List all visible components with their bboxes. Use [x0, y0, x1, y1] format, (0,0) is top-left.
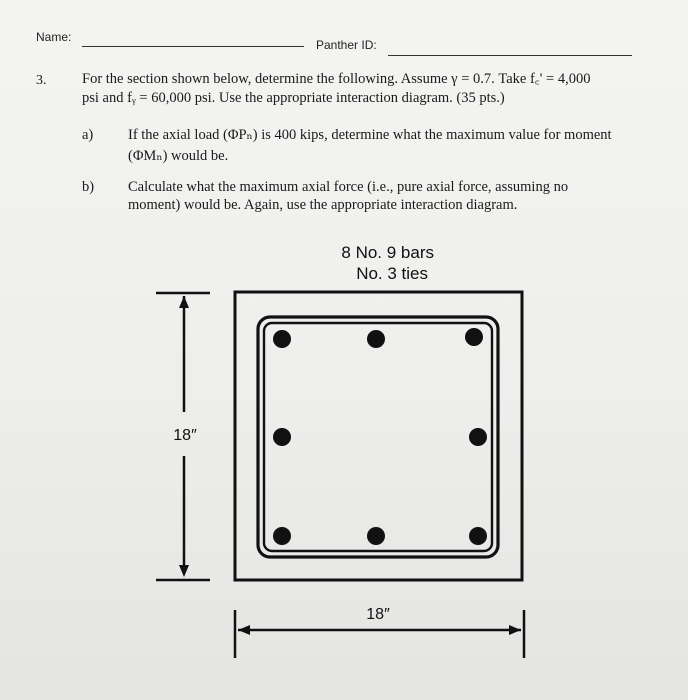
rebar-mid-right — [469, 428, 487, 446]
tie-inner-line — [264, 323, 492, 551]
part-b-line-2: moment) would be. Again, use the appropriate interaction diagram. — [128, 197, 518, 213]
ties-label: No. 3 ties — [356, 264, 428, 283]
height-dimension-label: 18″ — [173, 427, 197, 444]
name-label: Name: — [36, 30, 72, 44]
panther-id-label: Panther ID: — [316, 38, 377, 52]
part-a-line-1: If the axial load (ΦPₙ) is 400 kips, determine what the maximum value for moment — [128, 127, 612, 143]
rebar-top-middle — [367, 330, 385, 348]
part-b-label: b) — [82, 179, 95, 195]
rebar-bottom-middle — [367, 527, 385, 545]
part-b-line-1: Calculate what the maximum axial force (i.e., pure axial force, assuming no — [128, 179, 569, 195]
tie-outer-line — [258, 317, 498, 557]
part-a-label: a) — [82, 127, 94, 143]
rebar-mid-left — [273, 428, 291, 446]
rebar-top-left — [273, 330, 291, 348]
part-a-line-2: (ΦMₙ) would be. — [128, 148, 229, 164]
rebar-top-right — [465, 328, 483, 346]
question-line-2: psi and fᵧ = 60,000 psi. Use the appropriate interaction diagram. (35 pts.) — [82, 90, 505, 106]
width-dimension-label: 18″ — [366, 606, 390, 623]
rebar-bottom-right — [469, 527, 487, 545]
question-number: 3. — [36, 73, 47, 88]
bars-label: 8 No. 9 bars — [341, 243, 434, 262]
rebar-bottom-left — [273, 527, 291, 545]
question-line-1: For the section shown below, determine the following. Assume γ = 0.7. Take f꜀' = 4,000 — [82, 71, 591, 87]
